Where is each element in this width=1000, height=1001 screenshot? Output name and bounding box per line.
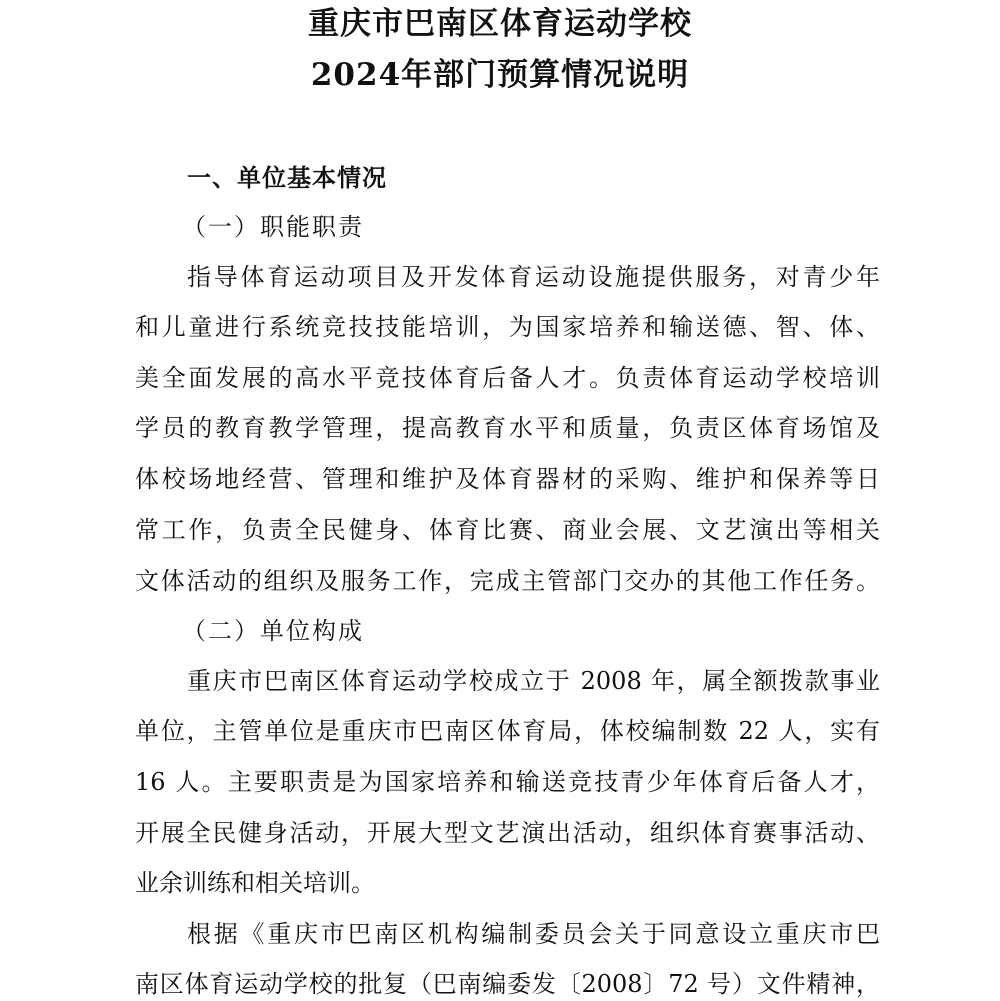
paragraph-line: 美全面发展的高水平竞技体育后备人才。负责体育运动学校培训 [135,364,880,392]
paragraph-line: 16 人。主要职责是为国家培养和输送竞技青少年体育后备人才， [135,768,880,796]
paragraph-line: 重庆市巴南区体育运动学校成立于 2008 年，属全额拨款事业 [187,667,880,695]
paragraph-line: 根据《重庆市巴南区机构编制委员会关于同意设立重庆市巴 [187,920,880,948]
document-title-line-1: 重庆市巴南区体育运动学校 [308,6,692,42]
paragraph-line: 开展全民健身活动，开展大型文艺演出活动，组织体育赛事活动、 [135,819,880,847]
document-title-line-2: 2024年部门预算情况说明 [310,57,690,93]
section-heading-unit-basics: 一、单位基本情况 [187,164,387,192]
paragraph-line: 体校场地经营、管理和维护及体育器材的采购、维护和保养等日 [135,465,880,493]
paragraph-line: 和儿童进行系统竞技技能培训，为国家培养和输送德、智、体、 [135,313,880,341]
paragraph-line: 业余训练和相关培训。 [135,869,375,897]
paragraph-line: 单位，主管单位是重庆市巴南区体育局，体校编制数 22 人，实有 [135,717,880,745]
subsection-heading-composition: （二）单位构成 [182,617,364,645]
paragraph-line: 常工作，负责全民健身、体育比赛、商业会展、文艺演出等相关 [135,516,880,544]
paragraph-line: 学员的教育教学管理，提高教育水平和质量，负责区体育场馆及 [135,414,880,442]
paragraph-line: 南区体育运动学校的批复（巴南编委发〔2008〕72 号）文件精神， [135,970,880,998]
paragraph-line: 指导体育运动项目及开发体育运动设施提供服务，对青少年 [187,263,880,291]
subsection-heading-duties: （一）职能职责 [182,213,364,241]
paragraph-line: 文体活动的组织及服务工作，完成主管部门交办的其他工作任务。 [135,567,880,595]
